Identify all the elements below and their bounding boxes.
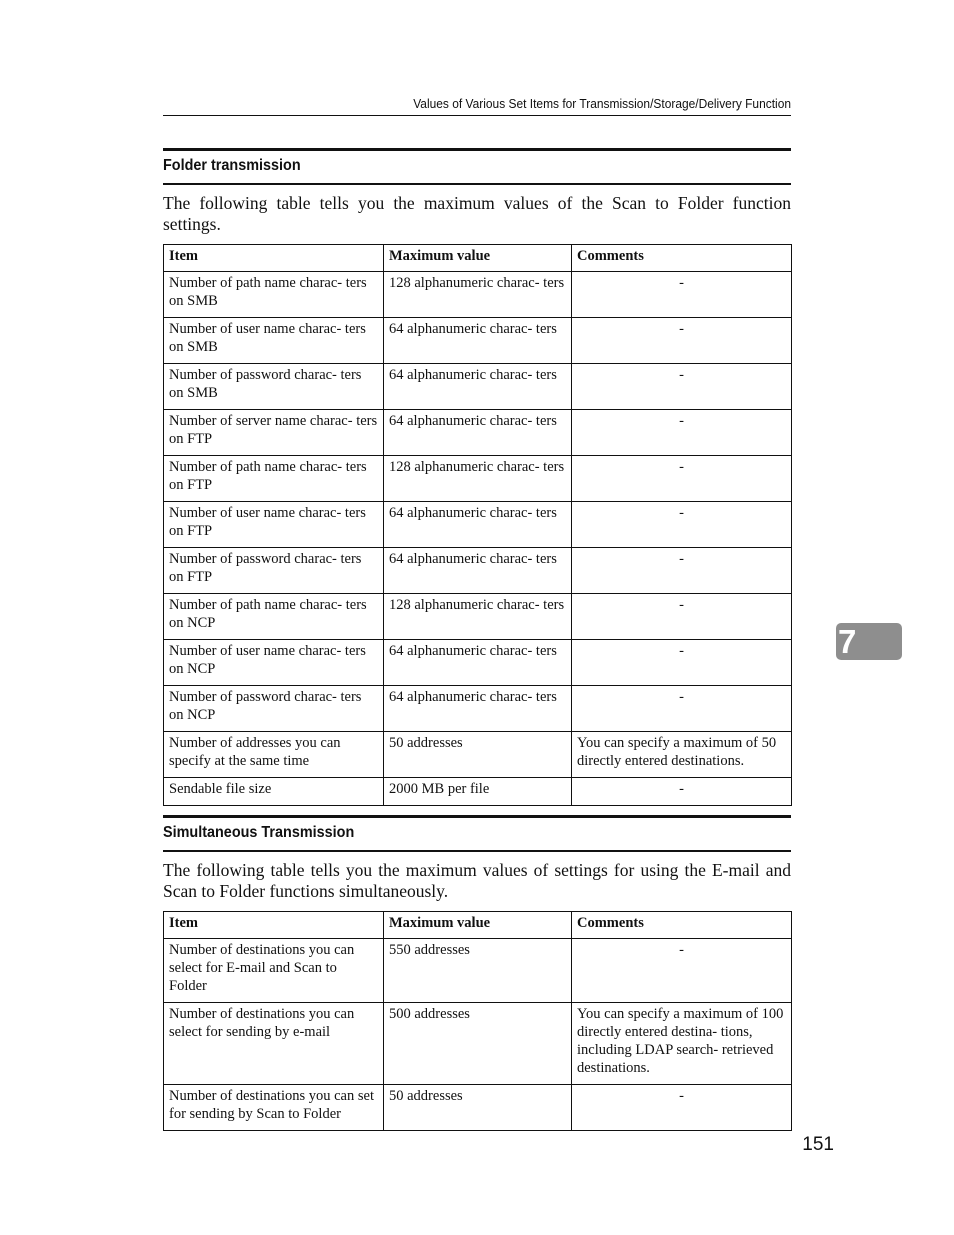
table-row <box>164 594 792 640</box>
comments-cell: - <box>572 594 792 640</box>
comments-cell: You can specify a maximum of 50 directly entered destinations. <box>572 732 792 778</box>
maximum-value-cell: 128 alphanumeric charac- ters <box>384 594 572 640</box>
maximum-value-cell: 500 addresses <box>384 1003 572 1085</box>
simultaneous-transmission-heading-text: Simultaneous Transmission <box>163 824 355 841</box>
page-number: 151 <box>802 1134 834 1155</box>
comments-cell: You can specify a maximum of 100 directly entered destina- tions, including LDAP search- retrieved destinations. <box>572 1003 792 1085</box>
table-row <box>164 686 792 732</box>
column-header-maximum-value: Maximum value <box>384 912 572 939</box>
item-cell: Number of destinations you can select for E-mail and Scan to Folder <box>164 939 384 1003</box>
table-row <box>164 548 792 594</box>
table-row <box>164 732 792 778</box>
header-rule <box>163 115 791 116</box>
comments-cell: - <box>572 502 792 548</box>
running-header: Values of Various Set Items for Transmission/Storage/Delivery Function <box>413 96 791 111</box>
table-row <box>164 1003 792 1085</box>
maximum-value-cell: 550 addresses <box>384 939 572 1003</box>
comments-cell: - <box>572 410 792 456</box>
simultaneous-transmission-heading <box>163 815 791 852</box>
comments-cell: - <box>572 939 792 1003</box>
folder-transmission-heading <box>163 148 791 185</box>
item-cell: Number of destinations you can select for sending by e-mail <box>164 1003 384 1085</box>
table-row <box>164 272 792 318</box>
folder-transmission-heading-text: Folder transmission <box>163 157 301 174</box>
folder-transmission-table <box>163 244 792 806</box>
maximum-value-cell: 64 alphanumeric charac- ters <box>384 502 572 548</box>
table-row <box>164 939 792 1003</box>
maximum-value-cell: 64 alphanumeric charac- ters <box>384 686 572 732</box>
maximum-value-cell: 128 alphanumeric charac- ters <box>384 272 572 318</box>
chapter-tab: 7 <box>836 623 902 660</box>
comments-cell: - <box>572 456 792 502</box>
comments-cell: - <box>572 364 792 410</box>
item-cell: Number of user name charac- ters on FTP <box>164 502 384 548</box>
item-cell: Number of path name charac- ters on FTP <box>164 456 384 502</box>
item-cell: Number of password charac- ters on NCP <box>164 686 384 732</box>
comments-cell: - <box>572 778 792 806</box>
table-row <box>164 778 792 806</box>
table-header-row <box>164 912 792 939</box>
item-cell: Number of path name charac- ters on NCP <box>164 594 384 640</box>
maximum-value-cell: 64 alphanumeric charac- ters <box>384 364 572 410</box>
maximum-value-cell: 2000 MB per file <box>384 778 572 806</box>
table-row <box>164 456 792 502</box>
table-row <box>164 1085 792 1131</box>
item-cell: Number of addresses you can specify at the same time <box>164 732 384 778</box>
table-row <box>164 640 792 686</box>
item-cell: Number of user name charac- ters on SMB <box>164 318 384 364</box>
comments-cell: - <box>572 640 792 686</box>
maximum-value-cell: 64 alphanumeric charac- ters <box>384 640 572 686</box>
table-row <box>164 502 792 548</box>
item-cell: Number of password charac- ters on SMB <box>164 364 384 410</box>
simultaneous-transmission-table <box>163 911 792 1131</box>
maximum-value-cell: 128 alphanumeric charac- ters <box>384 456 572 502</box>
table-row <box>164 364 792 410</box>
table-row <box>164 318 792 364</box>
comments-cell: - <box>572 686 792 732</box>
comments-cell: - <box>572 272 792 318</box>
folder-transmission-intro: The following table tells you the maximum values of the Scan to Folder function settings. <box>163 193 791 234</box>
column-header-comments: Comments <box>572 912 792 939</box>
item-cell: Number of server name charac- ters on FTP <box>164 410 384 456</box>
column-header-item: Item <box>164 245 384 272</box>
table-header-row <box>164 245 792 272</box>
item-cell: Sendable file size <box>164 778 384 806</box>
item-cell: Number of path name charac- ters on SMB <box>164 272 384 318</box>
table-row <box>164 410 792 456</box>
maximum-value-cell: 50 addresses <box>384 1085 572 1131</box>
comments-cell: - <box>572 1085 792 1131</box>
column-header-item: Item <box>164 912 384 939</box>
comments-cell: - <box>572 548 792 594</box>
item-cell: Number of password charac- ters on FTP <box>164 548 384 594</box>
item-cell: Number of user name charac- ters on NCP <box>164 640 384 686</box>
maximum-value-cell: 64 alphanumeric charac- ters <box>384 318 572 364</box>
maximum-value-cell: 64 alphanumeric charac- ters <box>384 410 572 456</box>
item-cell: Number of destinations you can set for sending by Scan to Folder <box>164 1085 384 1131</box>
maximum-value-cell: 64 alphanumeric charac- ters <box>384 548 572 594</box>
comments-cell: - <box>572 318 792 364</box>
column-header-comments: Comments <box>572 245 792 272</box>
simultaneous-transmission-intro: The following table tells you the maximum values of settings for using the E-mail and Scan to Folder functions simultaneously. <box>163 860 791 901</box>
column-header-maximum-value: Maximum value <box>384 245 572 272</box>
maximum-value-cell: 50 addresses <box>384 732 572 778</box>
